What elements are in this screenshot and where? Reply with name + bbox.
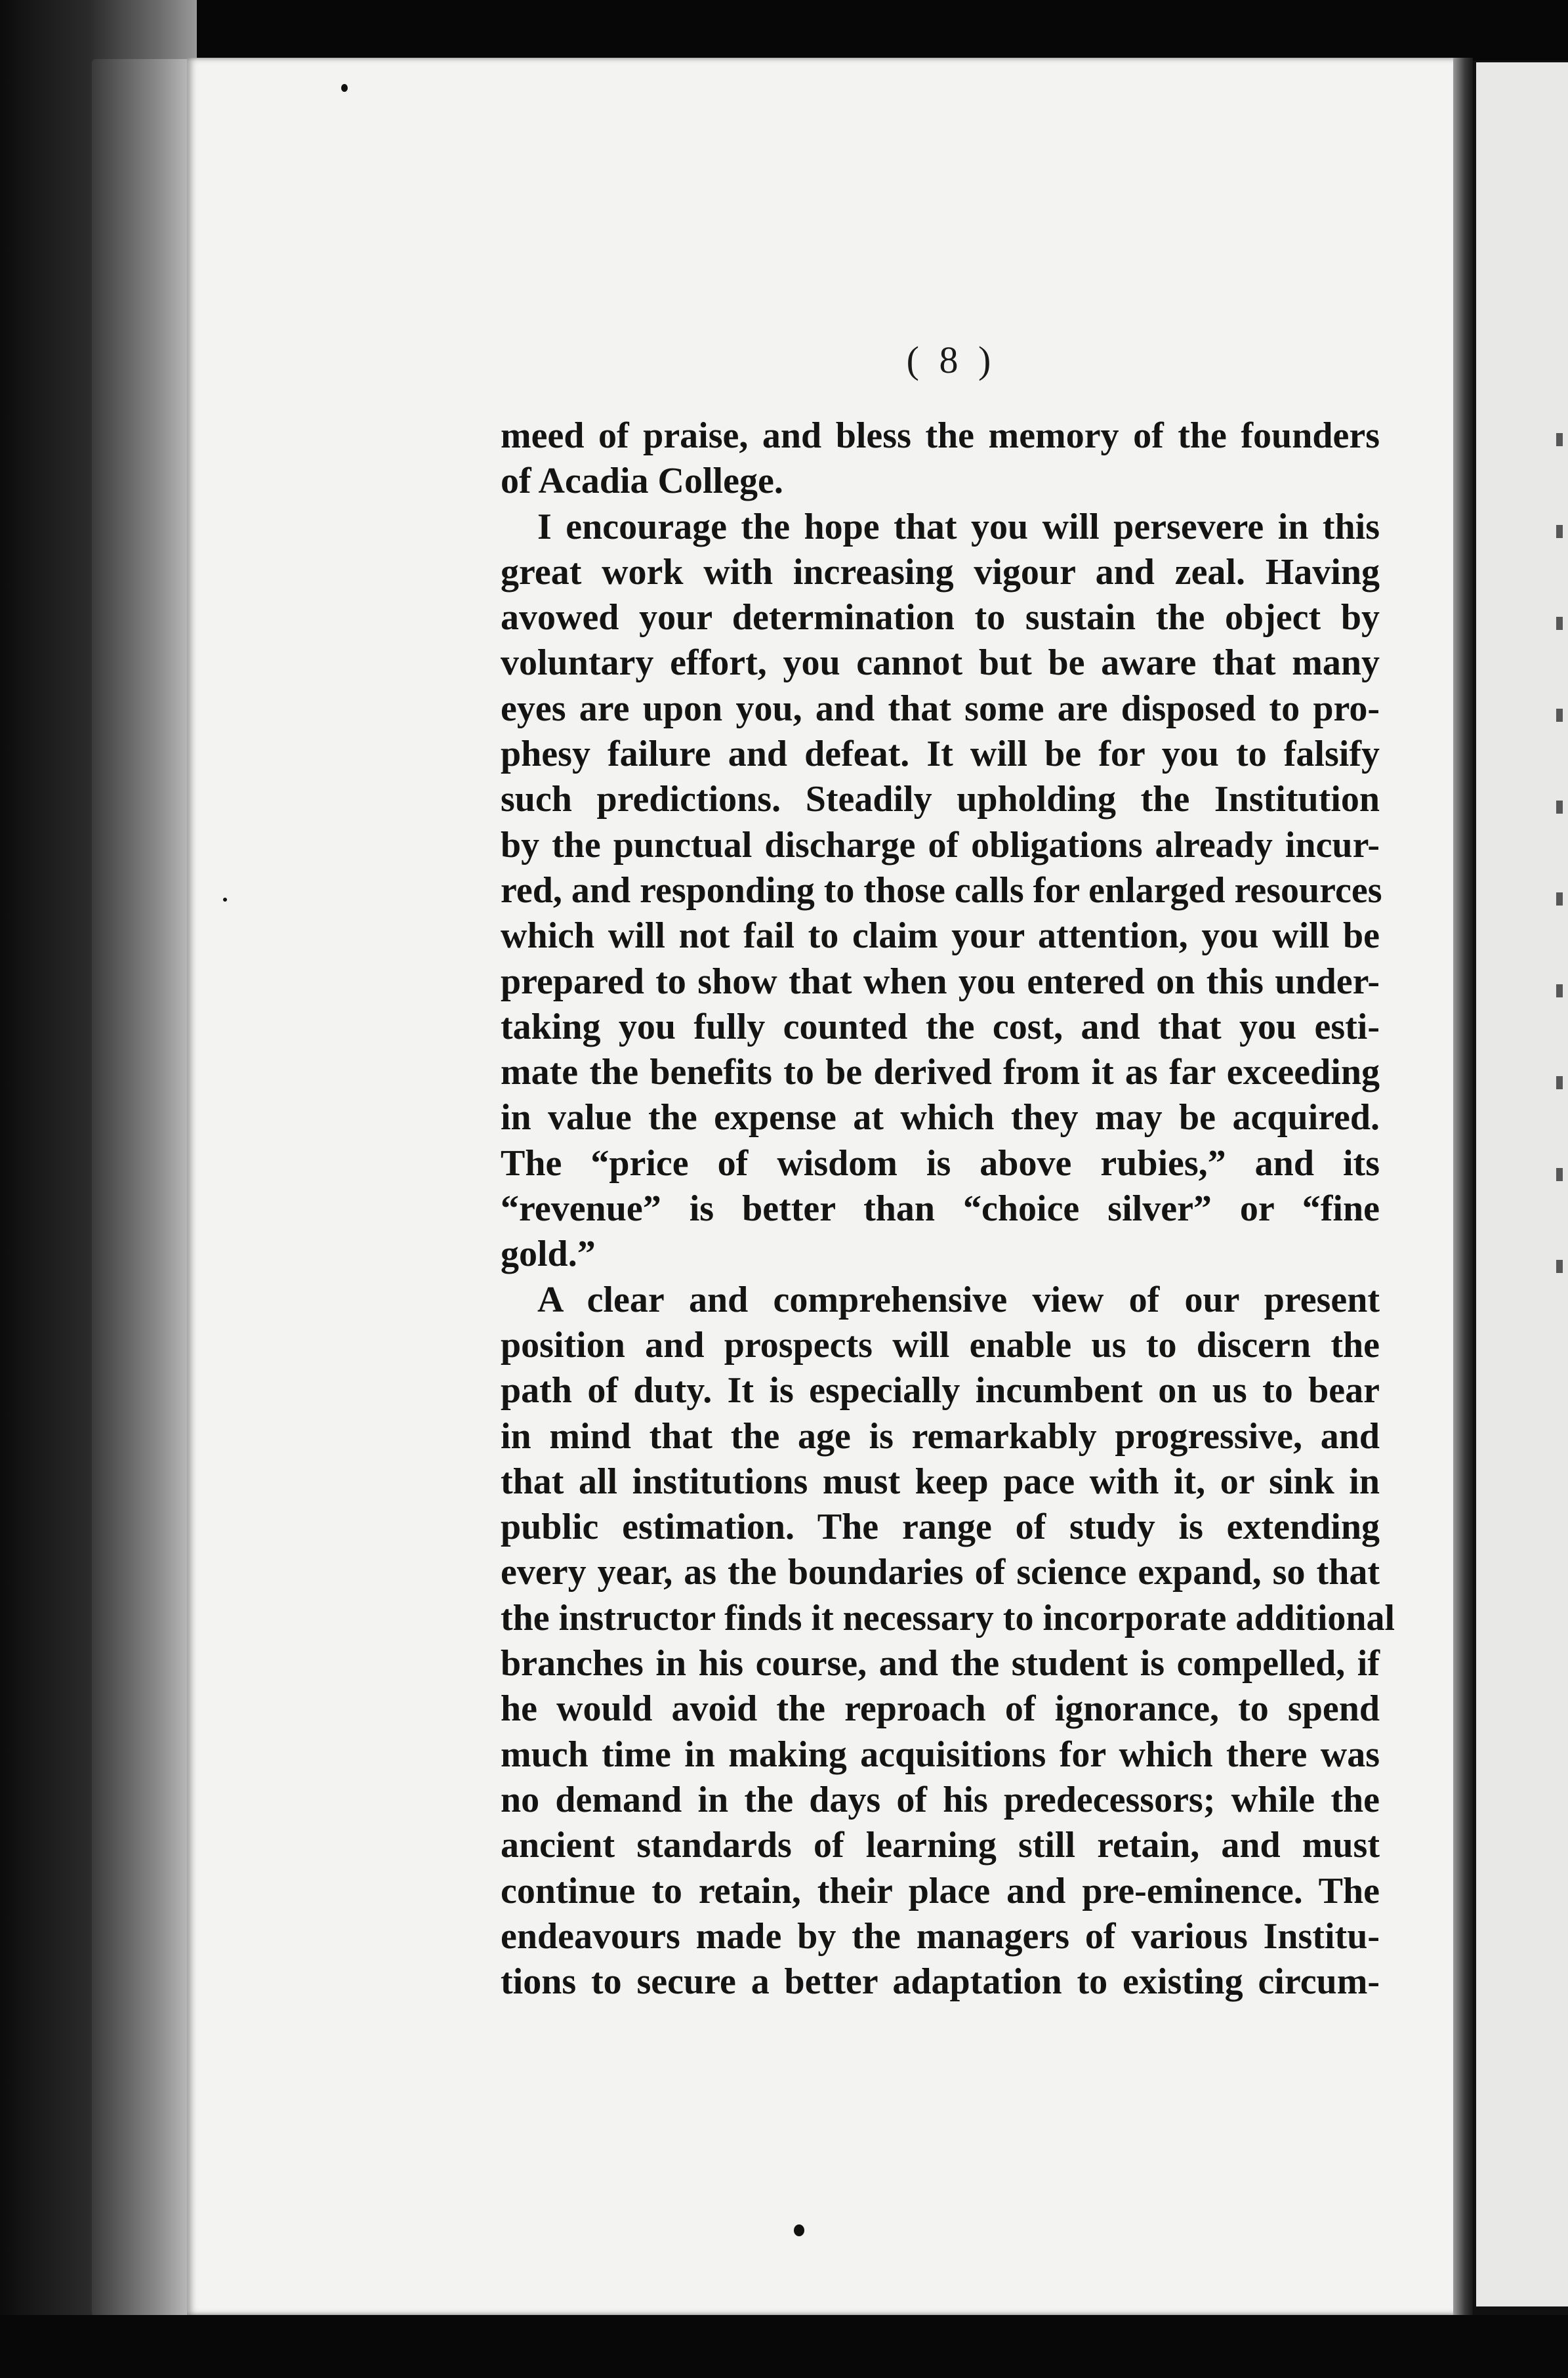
top-margin-shadow xyxy=(0,0,1568,60)
text-line: branches in his course, and the student is compelled, if xyxy=(501,1643,1380,1684)
ink-speck xyxy=(794,2224,804,2236)
text-line: the instructor finds it necessary to incorporate additional xyxy=(501,1597,1395,1638)
text-line: in mind that the age is remarkably progressive, and xyxy=(501,1415,1380,1457)
ink-speck xyxy=(223,898,227,902)
text-line: The “price of wisdom is above rubies,” and its xyxy=(501,1142,1380,1184)
text-line: A clear and comprehensive view of our present xyxy=(537,1279,1380,1320)
text-line: much time in making acquisitions for which there was xyxy=(501,1734,1380,1775)
text-line: great work with increasing vigour and zeal. Having xyxy=(501,551,1380,593)
text-line: which will not fail to claim your attention, you will be xyxy=(501,915,1380,957)
text-line: taking you fully counted the cost, and that you esti- xyxy=(501,1006,1380,1047)
text-line: in value the expense at which they may be acquired. xyxy=(501,1097,1380,1138)
text-line: voluntary effort, you cannot but be aware that many xyxy=(501,642,1380,684)
text-line: continue to retain, their place and pre-eminence. The xyxy=(501,1870,1380,1911)
text-line: avowed your determination to sustain the object by xyxy=(501,597,1380,638)
text-line: no demand in the days of his predecessors; while the xyxy=(501,1779,1380,1820)
text-line: tions to secure a better adaptation to existing circum- xyxy=(501,1961,1380,2003)
text-line: endeavours made by the managers of various Institu- xyxy=(501,1915,1380,1957)
text-line: eyes are upon you, and that some are disposed to pro- xyxy=(501,688,1380,729)
text-line: that all institutions must keep pace with it, or sink in xyxy=(501,1461,1380,1502)
facing-page-text-fragments xyxy=(1556,394,1563,1312)
text-line: such predictions. Steadily upholding the Institution xyxy=(501,779,1380,820)
text-line: “revenue” is better than “choice silver” or “fine xyxy=(501,1188,1380,1230)
text-line: public estimation. The range of study is extending xyxy=(501,1507,1380,1548)
body-text xyxy=(501,413,1395,2005)
facing-page-sliver xyxy=(1476,62,1568,2306)
text-line: prepared to show that when you entered on this under- xyxy=(501,961,1380,1002)
text-line: he would avoid the reproach of ignorance, to spend xyxy=(501,1688,1380,1730)
text-line: meed of praise, and bless the memory of the founders xyxy=(501,415,1380,456)
text-line: gold.” xyxy=(501,1234,596,1275)
text-line: red, and responding to those calls for enlarged resources xyxy=(501,869,1382,911)
text-line: position and prospects will enable us to discern the xyxy=(501,1324,1380,1366)
page-number: ( 8 ) xyxy=(906,339,997,381)
text-line: mate the benefits to be derived from it as far exceeding xyxy=(501,1052,1380,1093)
text-line: phesy failure and defeat. It will be for you to falsify xyxy=(501,734,1380,775)
text-line: ancient standards of learning still retain, and must xyxy=(501,1825,1380,1866)
text-line: of Acadia College. xyxy=(501,461,783,502)
text-line: I encourage the hope that you will persevere in this xyxy=(537,506,1380,547)
ink-speck xyxy=(341,84,348,92)
text-line: by the punctual discharge of obligations already incur- xyxy=(501,824,1380,866)
page-gutter-shadow xyxy=(1453,58,1473,2315)
text-line: path of duty. It is especially incumbent on us to bear xyxy=(501,1370,1380,1411)
bottom-margin-shadow xyxy=(0,2315,1568,2378)
text-line: every year, as the boundaries of science expand, so that xyxy=(501,1552,1380,1593)
